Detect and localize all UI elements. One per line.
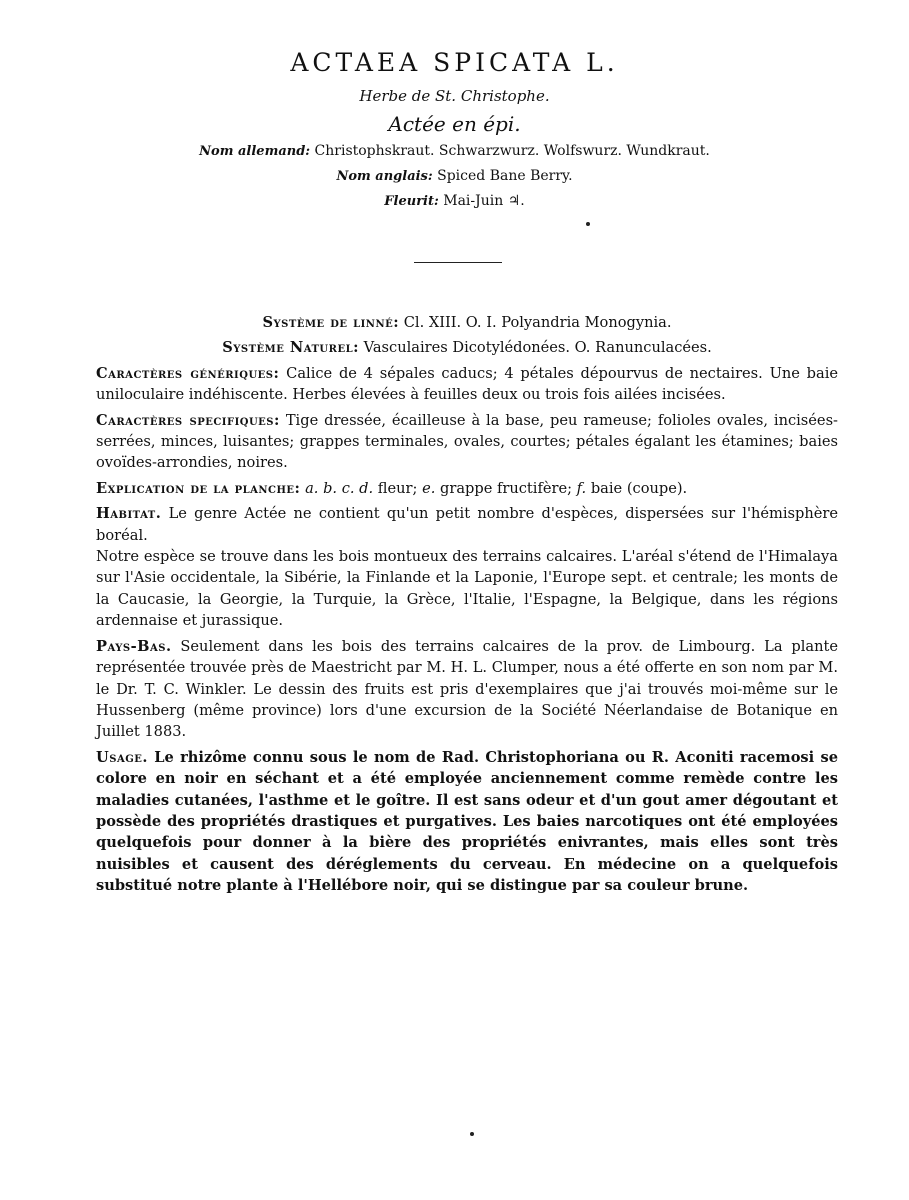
systeme-naturel-line: [96, 337, 838, 358]
systeme-naturel-value: Vasculaires Dicotylédonées. O. Ranunculacées.: [363, 339, 712, 357]
common-name: Herbe de St. Christophe.: [359, 87, 550, 105]
habitat-paragraph: [96, 503, 838, 546]
caracteres-specifiques-label: Caractères specifiques:: [96, 411, 280, 429]
english-label: Nom anglais:: [336, 169, 433, 184]
habitat-value-2: Notre espèce se trouve dans les bois montueux des terrains calcaires. L'aréal s'étend de l'Himalaya sur l'Asie occidentale, la Sibérie, la Finlande et la Laponie, l'Europe sept. et centrale; les monts de la Caucasie, la Georgie, la Turquie, la Grèce, l'Italie, l'Espagne, la Belgique, dans les régions ardennaise et jurassique.: [96, 548, 838, 630]
english-value: Spiced Bane Berry.: [437, 168, 573, 184]
systeme-linne-value: Cl. XIII. O. I. Polyandria Monogynia.: [403, 314, 672, 331]
caracteres-generiques-paragraph: [96, 363, 838, 406]
caracteres-generiques-label: Caractères génériques:: [96, 364, 280, 382]
pays-bas-value: Seulement dans les bois des terrains calcaires de la prov. de Limbourg. La plante représentée trouvée près de Maestricht par M. H. L. Clumper, nous a été offerte en son nom par M. le Dr. T. C. Winkler. Le dessin des fruits est pris d'exemplaires que j'ai trouvés moi-même sur le Hussenberg (même province) lors d'une excursion de la Société Néerlandaise de Botanique en Juillet 1883.: [96, 637, 838, 741]
caracteres-specifiques-value: Tige dressée, écailleuse à la base, peu rameuse; folioles ovales, incisées-serrées, minces, luisantes; grappes terminales, ovales, courtes; pétales égalant les étamines; baies ovoïdes-arrondies, noires.: [96, 411, 838, 472]
explication-letters-a: a. b. c. d.: [305, 479, 374, 497]
explication-text-e: grappe fructifère;: [440, 479, 573, 497]
flowering-line: [0, 190, 909, 213]
german-label: Nom allemand:: [199, 144, 311, 159]
habitat-value: Le genre Actée ne contient qu'un petit nombre d'espèces, dispersées sur l'hémisphère boréal.: [96, 505, 839, 544]
explication-text-a: fleur;: [377, 479, 418, 497]
habitat-label: Habitat.: [96, 505, 162, 523]
flowering-label: Fleurit:: [384, 194, 439, 209]
pays-bas-label: Pays-Bas.: [96, 637, 172, 655]
usage-label: Usage.: [96, 748, 148, 766]
french-name: Actée en épi.: [388, 112, 521, 136]
explication-letter-f: f.: [576, 479, 587, 497]
description-body: [96, 312, 838, 901]
explication-letter-e: e.: [422, 479, 436, 497]
explication-text-f: baie (coupe).: [590, 479, 688, 497]
german-name-line: [0, 140, 909, 163]
explication-label: Explication de la planche:: [96, 479, 301, 497]
explication-paragraph: [96, 478, 838, 499]
german-value: Christophskraut. Schwarzwurz. Wolfswurz. Wundkraut.: [314, 143, 710, 159]
systeme-linne-label: Système de linné:: [262, 314, 400, 331]
caracteres-generiques-value: Calice de 4 sépales caducs; 4 pétales dépourvus de nectaires. Une baie uniloculaire indéhiscente. Herbes élevées à feuilles deux ou trois fois ailées incisées.: [96, 364, 839, 404]
species-title: ACTAEA SPICATA L.: [290, 48, 619, 77]
divider-rule: [414, 262, 502, 263]
pays-bas-paragraph: [96, 636, 838, 743]
page-header: [0, 48, 909, 213]
english-name-line: [0, 165, 909, 188]
ink-speck-bottom: [470, 1132, 474, 1136]
usage-paragraph: [96, 747, 838, 897]
caracteres-specifiques-paragraph: [96, 410, 838, 474]
ink-speck: [586, 222, 590, 226]
habitat-paragraph-2: [96, 546, 838, 632]
flowering-value: Mai-Juin ♃.: [443, 193, 525, 209]
systeme-linne-line: [96, 312, 838, 333]
usage-value: Le rhizôme connu sous le nom de Rad. Christophoriana ou R. Aconiti racemosi se colore en noir en séchant et a été employée anciennement comme remède contre les maladies cutanées, l'asthme et le goître. Il est sans odeur et d'un gout amer dégoutant et possède des propriétés drastiques et purgatives. Les baies narcotiques ont été employées quelquefois pour donner à la bière des propriétés enivrantes, mais elles sont très nuisibles et causent des déréglements du cerveau. En médecine on a quelquefois substitué notre plante à l'Hellébore noir, qui se distingue par sa couleur brune.: [96, 748, 838, 895]
systeme-naturel-label: Système Naturel:: [222, 339, 359, 357]
